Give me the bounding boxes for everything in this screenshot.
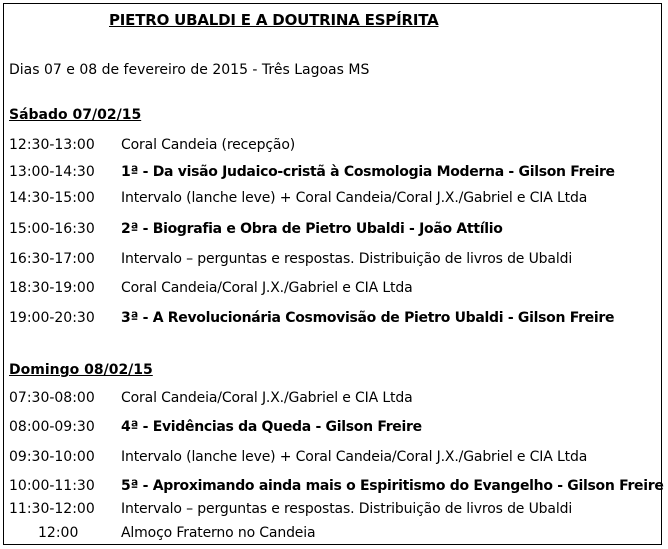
row-description: Intervalo – perguntas e respostas. Distribuição de livros de Ubaldi bbox=[121, 501, 573, 517]
row-description: Almoço Fraterno no Candeia bbox=[121, 525, 316, 541]
row-description: Coral Candeia (recepção) bbox=[121, 137, 296, 153]
lecture-title: 3ª - A Revolucionária Cosmovisão de Pietro Ubaldi - Gilson Freire bbox=[121, 310, 615, 326]
row-time: 16:30-17:00 bbox=[9, 251, 95, 267]
event-dates: Dias 07 e 08 de fevereiro de 2015 - Três Lagoas MS bbox=[9, 62, 370, 78]
lecture-title: 1ª - Da visão Judaico-cristã à Cosmologia Moderna - Gilson Freire bbox=[121, 164, 615, 180]
lecture-title: 4ª - Evidências da Queda - Gilson Freire bbox=[121, 419, 422, 435]
row-time: 07:30-08:00 bbox=[9, 390, 95, 406]
row-time: 13:00-14:30 bbox=[9, 164, 95, 180]
row-description: Intervalo – perguntas e respostas. Distribuição de livros de Ubaldi bbox=[121, 251, 573, 267]
row-description: Coral Candeia/Coral J.X./Gabriel e CIA Ltda bbox=[121, 390, 413, 406]
row-time: 12:00 bbox=[38, 525, 79, 541]
row-time: 14:30-15:00 bbox=[9, 190, 95, 206]
row-description: Intervalo (lanche leve) + Coral Candeia/Coral J.X./Gabriel e CIA Ltda bbox=[121, 190, 588, 206]
row-description: Intervalo (lanche leve) + Coral Candeia/Coral J.X./Gabriel e CIA Ltda bbox=[121, 449, 588, 465]
document-title: PIETRO UBALDI E A DOUTRINA ESPÍRITA bbox=[109, 11, 439, 29]
saturday-heading: Sábado 07/02/15 bbox=[9, 107, 142, 123]
row-time: 08:00-09:30 bbox=[9, 419, 95, 435]
row-time: 19:00-20:30 bbox=[9, 310, 95, 326]
lecture-title: 5ª - Aproximando ainda mais o Espiritismo do Evangelho - Gilson Freire bbox=[121, 478, 664, 494]
row-time: 15:00-16:30 bbox=[9, 221, 95, 237]
row-time: 12:30-13:00 bbox=[9, 137, 95, 153]
row-time: 18:30-19:00 bbox=[9, 280, 95, 296]
row-time: 09:30-10:00 bbox=[9, 449, 95, 465]
row-description: Coral Candeia/Coral J.X./Gabriel e CIA Ltda bbox=[121, 280, 413, 296]
row-time: 11:30-12:00 bbox=[9, 501, 95, 517]
sunday-heading: Domingo 08/02/15 bbox=[9, 362, 153, 378]
row-time: 10:00-11:30 bbox=[9, 478, 95, 494]
lecture-title: 2ª - Biografia e Obra de Pietro Ubaldi - João Attílio bbox=[121, 221, 503, 237]
